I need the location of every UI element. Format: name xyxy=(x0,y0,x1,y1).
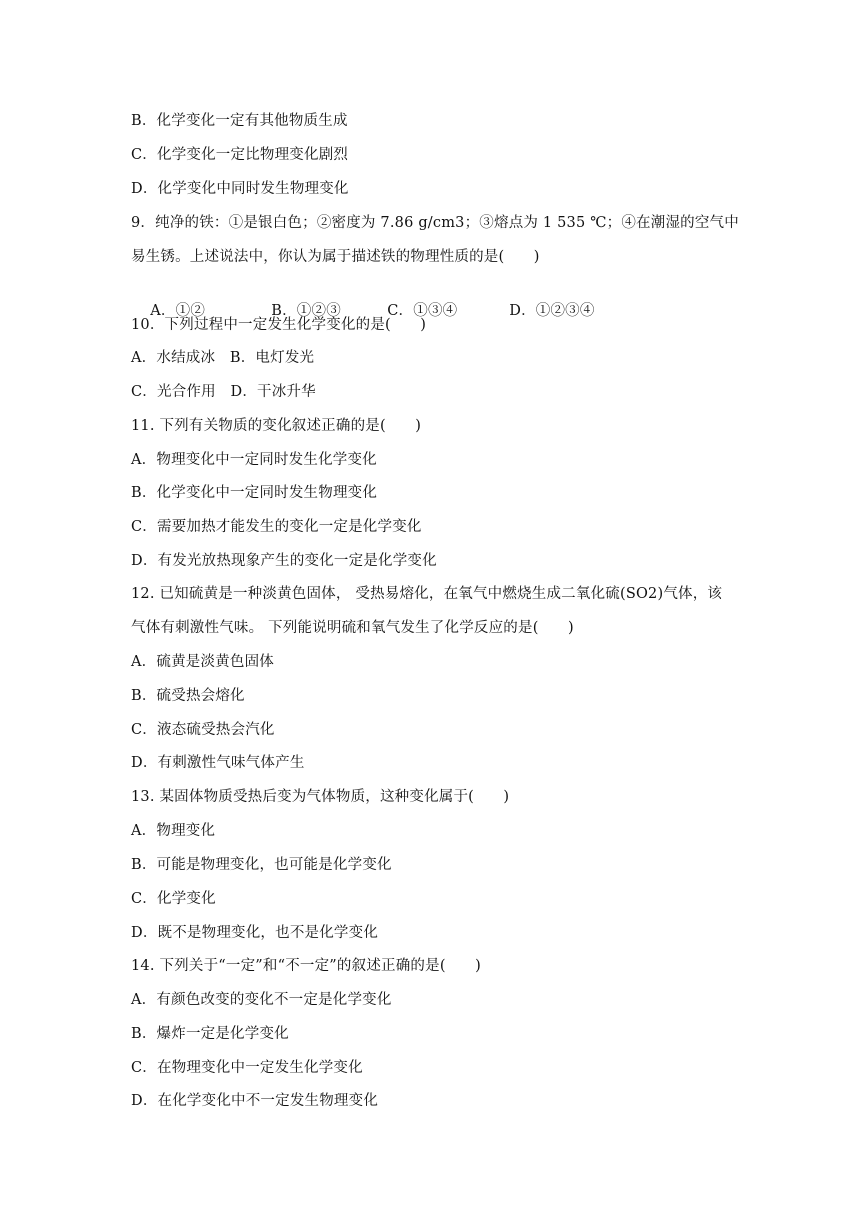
q11-option-b: B．化学变化中一定同时发生物理变化 xyxy=(131,485,378,501)
q10-options-line1: A．水结成冰 B．电灯发光 xyxy=(131,350,315,366)
q11-option-a: A．物理变化中一定同时发生化学变化 xyxy=(131,452,377,468)
q9-option-d: D．①②③④ xyxy=(509,303,595,319)
q14-option-b: B．爆炸一定是化学变化 xyxy=(131,1026,289,1042)
q13-option-d: D．既不是物理变化，也不是化学变化 xyxy=(131,925,379,941)
q12-option-b: B．硫受热会熔化 xyxy=(131,688,245,704)
q12-stem-line1: 12. 已知硫黄是一种淡黄色固体， 受热易熔化，在氧气中燃烧生成二氧化硫(SO2)气体，该 xyxy=(131,586,723,602)
q9-stem-line1: 9．纯净的铁：①是银白色；②密度为 7.86 g/cm3；③熔点为 1 535 ℃；④在潮湿的空气中 xyxy=(131,215,739,231)
q14-stem: 14. 下列关于“一定”和“不一定”的叙述正确的是( ) xyxy=(131,958,481,974)
q11-stem: 11. 下列有关物质的变化叙述正确的是( ) xyxy=(131,418,422,434)
q11-option-d: D．有发光放热现象产生的变化一定是化学变化 xyxy=(131,553,437,569)
q9-option-c: C．①③④ xyxy=(387,303,458,319)
q14-option-a: A．有颜色改变的变化不一定是化学变化 xyxy=(131,992,392,1008)
q9-option-a: A．①② xyxy=(150,303,206,319)
q8-option-d: D．化学变化中同时发生物理变化 xyxy=(131,181,349,197)
q11-option-c: C．需要加热才能发生的变化一定是化学变化 xyxy=(131,519,422,535)
q14-option-c: C．在物理变化中一定发生化学变化 xyxy=(131,1060,363,1076)
q13-option-b: B．可能是物理变化，也可能是化学变化 xyxy=(131,857,392,873)
q12-stem-line2: 气体有刺激性气味。 下列能说明硫和氧气发生了化学反应的是( ) xyxy=(131,620,574,636)
q12-option-a: A．硫黄是淡黄色固体 xyxy=(131,654,274,670)
q12-option-c: C．液态硫受热会汽化 xyxy=(131,722,275,738)
q13-option-a: A．物理变化 xyxy=(131,823,216,839)
q8-option-b: B．化学变化一定有其他物质生成 xyxy=(131,113,348,129)
q8-option-c: C．化学变化一定比物理变化剧烈 xyxy=(131,147,349,163)
q10-stem: 10．下列过程中一定发生化学变化的是( ) xyxy=(131,317,427,333)
q12-option-d: D．有刺激性气味气体产生 xyxy=(131,755,305,771)
q13-option-c: C．化学变化 xyxy=(131,891,216,907)
q14-option-d: D．在化学变化中不一定发生物理变化 xyxy=(131,1093,379,1109)
q13-stem: 13. 某固体物质受热后变为气体物质，这种变化属于( ) xyxy=(131,789,510,805)
q9-stem-line2: 易生锈。上述说法中，你认为属于描述铁的物理性质的是( ) xyxy=(131,249,540,265)
q9-option-b: B．①②③ xyxy=(271,303,341,319)
q10-options-line2: C．光合作用 D．干冰升华 xyxy=(131,384,316,400)
